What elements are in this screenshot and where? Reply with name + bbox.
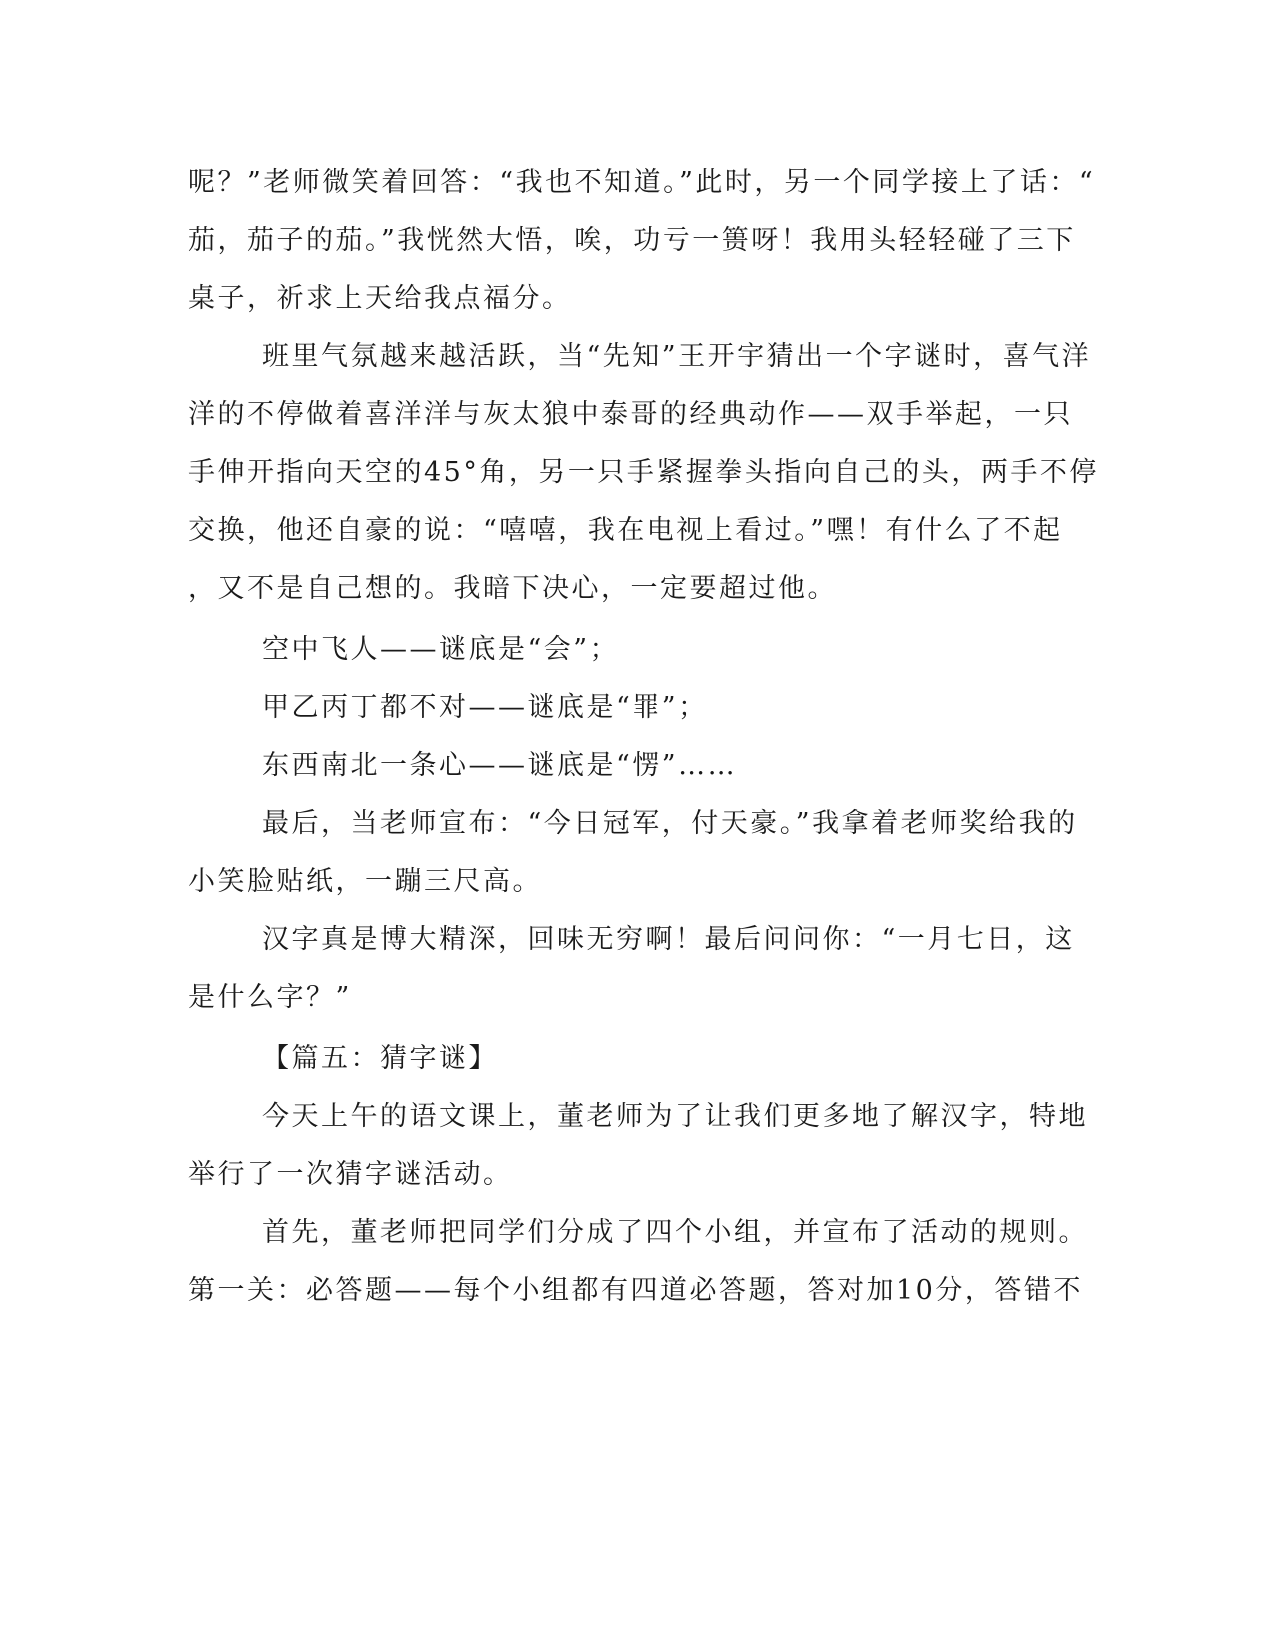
text-line-1: 呢？”老师微笑着回答：“我也不知道。”此时，另一个同学接上了话：“: [188, 167, 1096, 198]
riddle-line-3: 东西南北一条心——谜底是“愣”……: [262, 750, 738, 781]
riddle-line-1: 空中飞人——谜底是“会”；: [262, 634, 620, 665]
text-line-4: 班里气氛越来越活跃，当“先知”王开宇猜出一个字谜时，喜气洋: [262, 341, 1092, 372]
text-line-8: ，又不是自己想的。我暗下决心，一定要超过他。: [188, 573, 837, 604]
text-line-12: 最后，当老师宣布：“今日冠军，付天豪。”我拿着老师奖给我的: [262, 808, 1078, 839]
section-heading: 【篇五：猜字谜】: [262, 1043, 498, 1074]
text-line-19: 首先，董老师把同学们分成了四个小组，并宣布了活动的规则。: [262, 1217, 1088, 1248]
text-line-15: 是什么字？”: [188, 982, 352, 1013]
text-line-13: 小笑脸贴纸，一蹦三尺高。: [188, 866, 542, 897]
text-line-5: 洋的不停做着喜洋洋与灰太狼中泰哥的经典动作——双手举起，一只: [188, 399, 1073, 430]
text-line-7: 交换，他还自豪的说：“嘻嘻，我在电视上看过。”嘿！有什么了不起: [188, 515, 1063, 546]
text-line-20: 第一关：必答题——每个小组都有四道必答题，答对加10分，答错不: [188, 1275, 1083, 1306]
text-line-3: 桌子，祈求上天给我点福分。: [188, 283, 572, 314]
text-line-14: 汉字真是博大精深，回味无穷啊！最后问问你：“一月七日，这: [262, 924, 1075, 955]
text-line-2: 茄，茄子的茄。”我恍然大悟，唉，功亏一篑呀！我用头轻轻碰了三下: [188, 225, 1076, 256]
text-line-18: 举行了一次猜字谜活动。: [188, 1159, 513, 1190]
riddle-line-2: 甲乙丙丁都不对——谜底是“罪”；: [262, 692, 708, 723]
text-line-17: 今天上午的语文课上，董老师为了让我们更多地了解汉字，特地: [262, 1101, 1088, 1132]
text-line-6: 手伸开指向天空的45°角，另一只手紧握拳头指向自己的头，两手不停: [188, 457, 1099, 488]
